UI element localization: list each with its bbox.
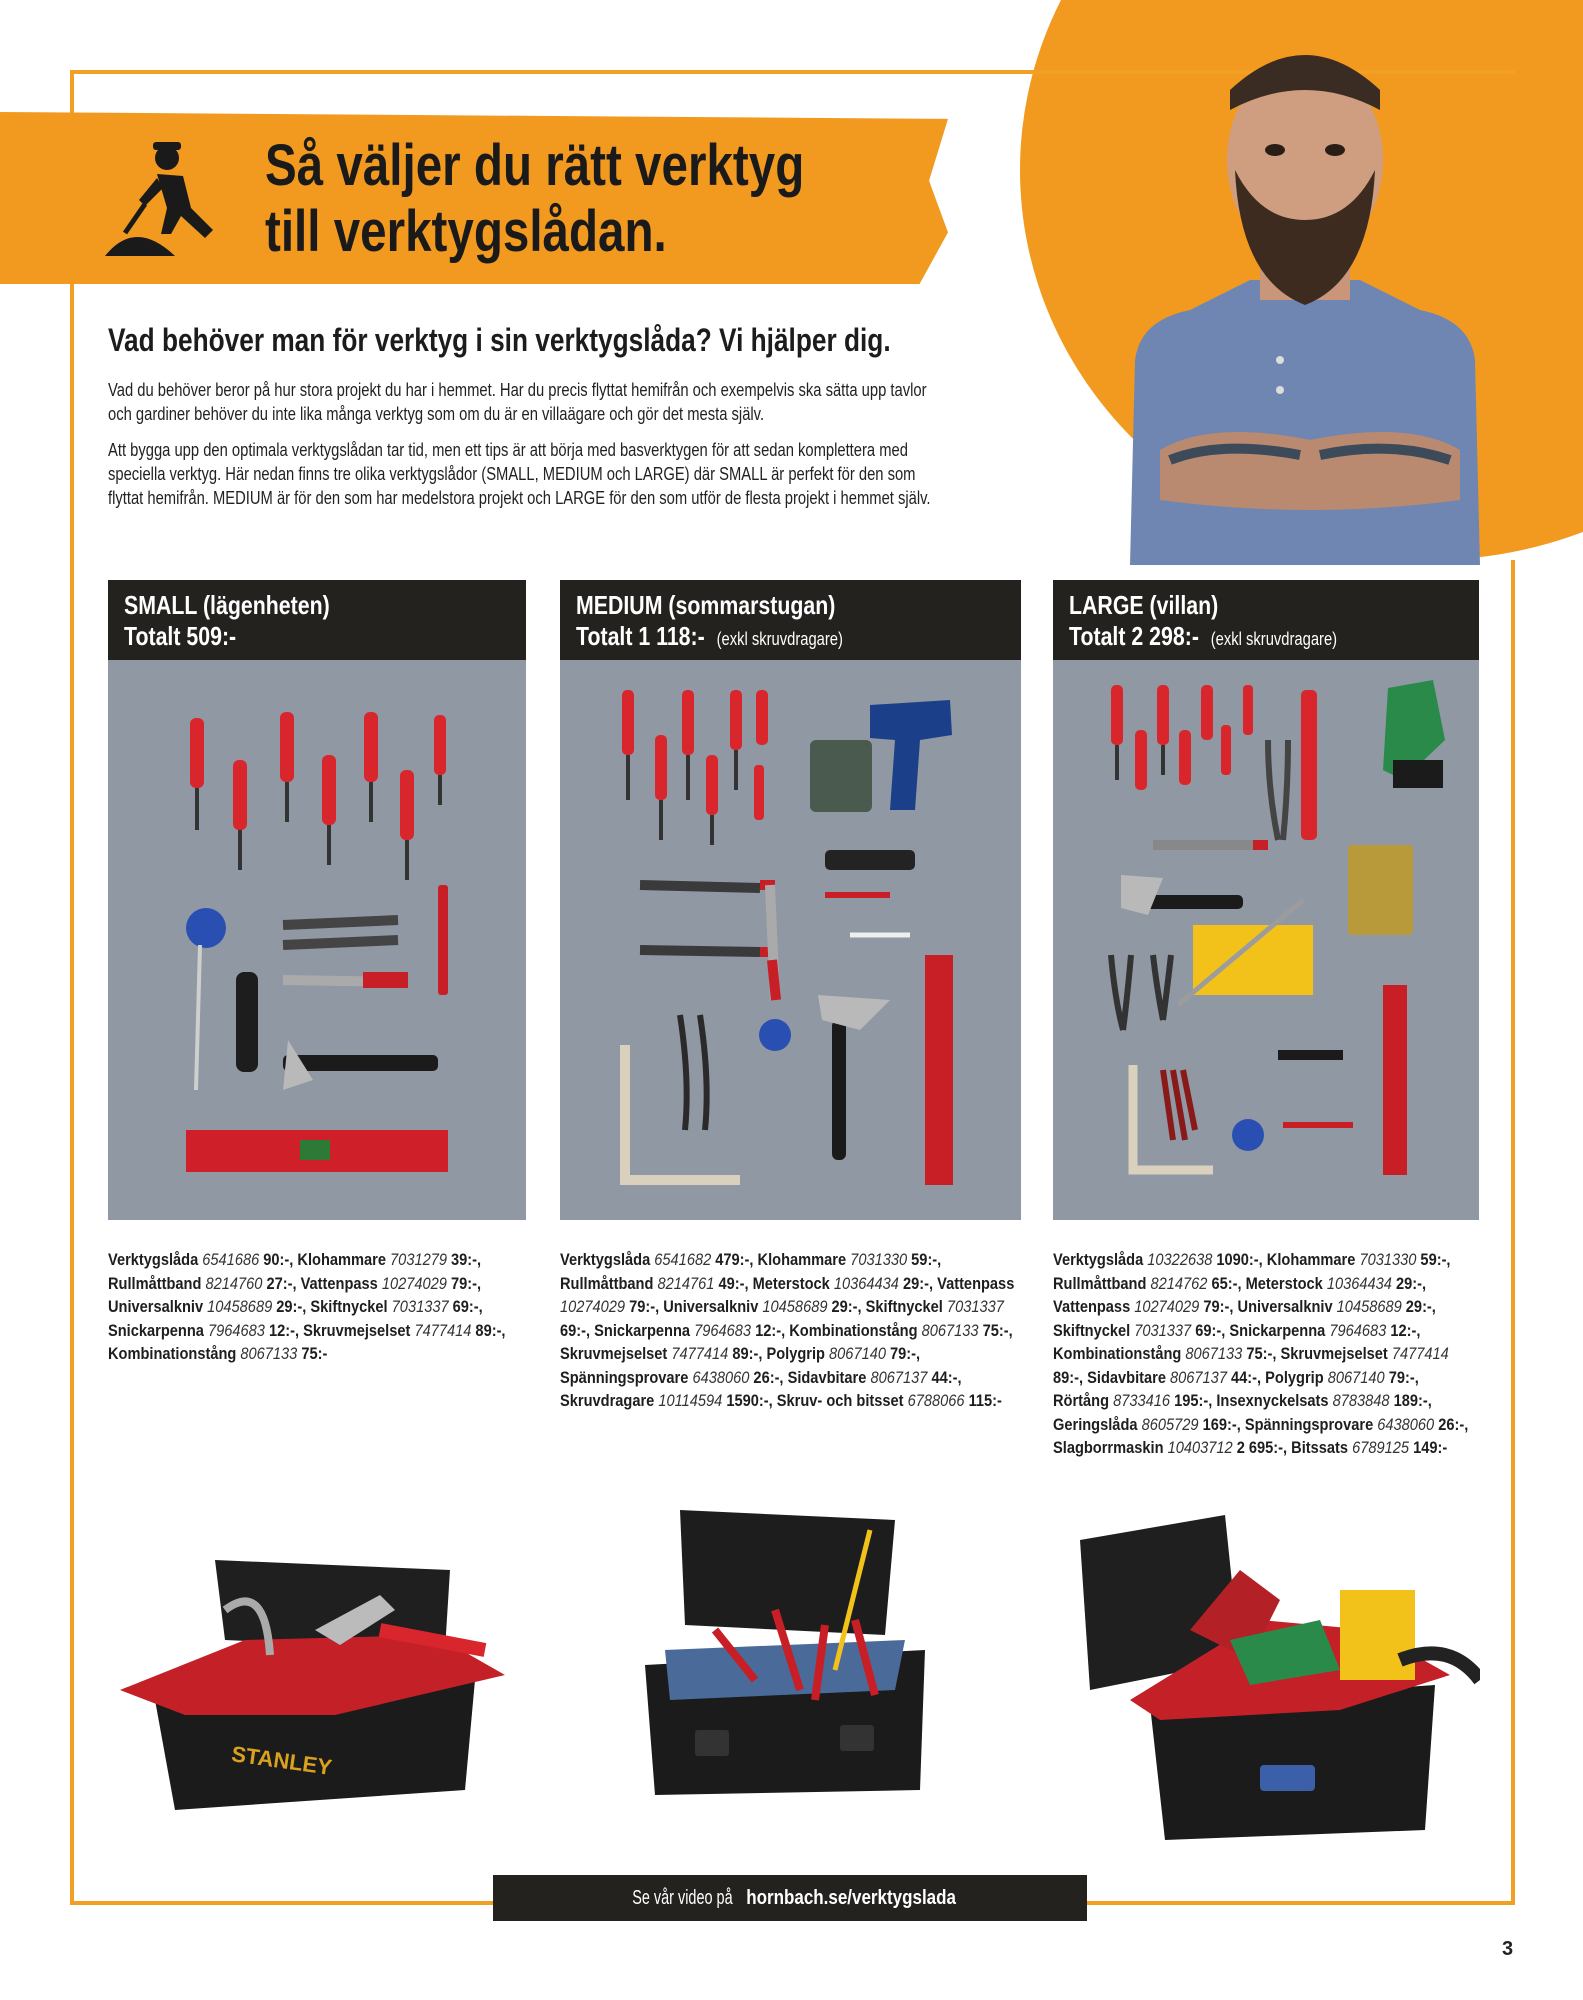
item-article-number: 7477414 xyxy=(414,1320,472,1340)
item-price: 26:- xyxy=(753,1367,780,1387)
list-item xyxy=(777,1391,1002,1410)
construction-worker-icon xyxy=(105,138,235,256)
kit-medium-item-list xyxy=(560,1248,1021,1413)
item-article-number: 10364434 xyxy=(1326,1273,1392,1293)
kit-note: (exkl skruvdragare) xyxy=(716,629,843,649)
list-item: Geringslåda 8605729 169:-, xyxy=(1053,1414,1245,1434)
item-name: Vattenpass xyxy=(300,1273,378,1293)
kit-medium-header xyxy=(560,580,1021,660)
item-price: 44:- xyxy=(1231,1367,1258,1387)
kit-medium xyxy=(560,580,1021,1413)
item-article-number: 8067140 xyxy=(1327,1367,1385,1387)
page-frame-right xyxy=(1511,560,1515,1905)
item-price: 29:- xyxy=(1395,1273,1422,1293)
item-name: Insexnyckelsats xyxy=(1216,1391,1329,1410)
list-item: Universalkniv 10458689 29:-, xyxy=(663,1297,866,1316)
list-item: Polygrip 8067140 79:-, xyxy=(1265,1367,1419,1387)
item-price: 479:- xyxy=(715,1250,750,1269)
item-price: 12:- xyxy=(755,1320,782,1340)
list-item: Verktygslåda 6541682 479:-, xyxy=(560,1250,758,1269)
title-line-2: till verktygslådan. xyxy=(265,199,667,264)
toolbox-brand-logo: STANLEY xyxy=(229,1741,334,1780)
item-article-number: 8067140 xyxy=(829,1344,886,1363)
item-price: 59:- xyxy=(1420,1250,1447,1269)
kit-small xyxy=(108,580,526,1366)
item-price: 2 695:- xyxy=(1236,1438,1284,1457)
item-name: Kombinationstång xyxy=(108,1344,237,1363)
item-price: 12:- xyxy=(1390,1320,1417,1340)
item-name: Skiftnyckel xyxy=(310,1297,388,1316)
kit-large-tools-photo xyxy=(1053,660,1479,1220)
item-article-number: 8214760 xyxy=(205,1273,263,1293)
item-article-number: 8605729 xyxy=(1141,1414,1199,1434)
craftsman-photo xyxy=(1130,20,1480,565)
list-item: Vattenpass 10274029 79:-, xyxy=(300,1273,482,1293)
list-item: Rullmåttband 8214761 49:-, xyxy=(560,1273,753,1293)
item-article-number: 7964683 xyxy=(1329,1320,1387,1340)
item-article-number: 7964683 xyxy=(207,1320,265,1340)
item-name: Snickarpenna xyxy=(1229,1320,1326,1340)
item-price: 90:- xyxy=(263,1250,290,1269)
item-price: 79:- xyxy=(629,1297,656,1316)
kit-small-tools-photo xyxy=(108,660,526,1220)
list-item: Verktygslåda 10322638 1090:-, xyxy=(1053,1250,1267,1269)
item-article-number: 6789125 xyxy=(1352,1438,1410,1457)
item-article-number: 8783848 xyxy=(1332,1391,1390,1410)
item-price: 69:- xyxy=(560,1320,587,1340)
item-price: 115:- xyxy=(968,1391,1002,1410)
kit-large xyxy=(1053,580,1479,1460)
item-price: 69:- xyxy=(452,1297,479,1316)
page-title xyxy=(265,133,804,265)
item-article-number: 10458689 xyxy=(1336,1297,1402,1316)
item-price: 79:- xyxy=(1203,1297,1230,1316)
kit-small-item-list xyxy=(108,1248,529,1366)
list-item: Kombinationstång 8067133 75:-, xyxy=(1053,1344,1281,1363)
item-price: 89:- xyxy=(1053,1367,1080,1387)
item-article-number: 8067133 xyxy=(921,1320,979,1340)
item-article-number: 7031279 xyxy=(390,1250,447,1269)
item-name: Kombinationstång xyxy=(789,1320,918,1340)
item-article-number: 8067137 xyxy=(870,1367,928,1387)
item-price: 1090:- xyxy=(1216,1250,1259,1269)
video-link-bar[interactable] xyxy=(493,1875,1087,1921)
item-price: 49:- xyxy=(718,1273,745,1293)
toolbox-medium-photo xyxy=(625,1500,945,1800)
item-price: 26:- xyxy=(1438,1414,1465,1434)
list-item: Rörtång 8733416 195:-, xyxy=(1053,1391,1217,1410)
list-item: Vattenpass 10274029 79:-, xyxy=(1053,1297,1238,1316)
kit-name: SMALL (lägenheten) xyxy=(124,590,330,620)
item-article-number: 8067133 xyxy=(1185,1344,1243,1363)
item-name: Skruvdragare xyxy=(560,1391,655,1410)
item-name: Skruvmejselset xyxy=(560,1344,668,1363)
item-name: Verktygslåda xyxy=(1053,1250,1144,1269)
item-name: Snickarpenna xyxy=(594,1320,691,1340)
item-name: Geringslåda xyxy=(1053,1414,1138,1434)
list-item: Snickarpenna 7964683 12:-, xyxy=(108,1320,304,1340)
list-item: Insexnyckelsats 8783848 189:-, xyxy=(1216,1391,1432,1410)
kit-name: MEDIUM (sommarstugan) xyxy=(576,590,836,620)
item-article-number: 10274029 xyxy=(560,1297,626,1316)
item-price: 169:- xyxy=(1202,1414,1237,1434)
list-item: Skruvmejselset 7477414 89:-, xyxy=(303,1320,506,1340)
item-name: Sidavbitare xyxy=(1087,1367,1166,1387)
item-article-number: 10364434 xyxy=(833,1273,899,1293)
item-name: Klohammare xyxy=(757,1250,847,1269)
item-article-number: 6438060 xyxy=(692,1367,750,1387)
item-price: 69:- xyxy=(1195,1320,1222,1340)
list-item: Snickarpenna 7964683 12:-, xyxy=(594,1320,790,1340)
kit-note: (exkl skruvdragare) xyxy=(1210,629,1338,649)
item-price: 75:- xyxy=(301,1344,328,1363)
item-name: Skiftnyckel xyxy=(1053,1320,1131,1340)
item-article-number: 7477414 xyxy=(671,1344,729,1363)
list-item: Sidavbitare 8067137 44:-, xyxy=(1087,1367,1266,1387)
list-item: Skruvmejselset 7477414 89:-, xyxy=(1053,1344,1449,1387)
item-name: Skruv- och bitsset xyxy=(776,1391,904,1410)
item-name: Spänningsprovare xyxy=(1244,1414,1374,1434)
item-article-number: 10274029 xyxy=(1134,1297,1200,1316)
list-item: Kombinationstång 8067133 75:-, xyxy=(789,1320,1013,1340)
list-item: Skruvdragare 10114594 1590:-, xyxy=(560,1391,777,1410)
item-name: Bitssats xyxy=(1291,1438,1349,1457)
list-item: Skiftnyckel 7031337 69:-, xyxy=(1053,1320,1230,1340)
list-item: Vattenpass 10274029 79:-, xyxy=(560,1273,1015,1316)
item-article-number: 8214762 xyxy=(1150,1273,1208,1293)
list-item: Skiftnyckel 7031337 69:-, xyxy=(560,1297,1004,1340)
item-name: Universalkniv xyxy=(108,1297,204,1316)
item-price: 89:- xyxy=(475,1320,502,1340)
item-price: 29:- xyxy=(276,1297,303,1316)
item-article-number: 6541682 xyxy=(654,1250,712,1269)
item-name: Skruvmejselset xyxy=(303,1320,411,1340)
item-price: 149:- xyxy=(1413,1438,1448,1457)
item-price: 29:- xyxy=(902,1273,929,1293)
item-price: 195:- xyxy=(1174,1391,1209,1410)
item-article-number: 8733416 xyxy=(1113,1391,1171,1410)
list-item: Meterstock 10364434 29:-, xyxy=(752,1273,938,1293)
item-article-number: 6541686 xyxy=(202,1250,260,1269)
list-item: Spänningsprovare 6438060 26:-, xyxy=(560,1367,788,1387)
item-name: Polygrip xyxy=(766,1344,825,1363)
toolbox-small-photo xyxy=(105,1540,525,1820)
item-article-number: 6788066 xyxy=(907,1391,965,1410)
item-article-number: 7031337 xyxy=(1134,1320,1192,1340)
kit-medium-tools-photo xyxy=(560,660,1021,1220)
item-name: Meterstock xyxy=(1245,1273,1323,1293)
item-name: Rullmåttband xyxy=(1053,1273,1147,1293)
page-number: 3 xyxy=(1502,1938,1514,1960)
kit-name: LARGE (villan) xyxy=(1069,590,1219,620)
item-article-number: 8067137 xyxy=(1170,1367,1227,1387)
item-article-number: 10458689 xyxy=(762,1297,828,1316)
item-article-number: 8214761 xyxy=(657,1273,715,1293)
item-name: Kombinationstång xyxy=(1053,1344,1182,1363)
item-name: Sidavbitare xyxy=(787,1367,867,1387)
item-article-number: 10114594 xyxy=(658,1391,723,1410)
list-item: Snickarpenna 7964683 12:-, xyxy=(1229,1320,1421,1340)
item-article-number: 7031330 xyxy=(1359,1250,1417,1269)
item-price: 12:- xyxy=(268,1320,295,1340)
intro-paragraph-1: Vad du behöver beror på hur stora projekt du har i hemmet. Har du precis flyttat hemifrån och exempelvis ska sätta upp tavlor och gardiner behöver du inte lika många verktyg som om du är en villaägare och gör det mesta själv. xyxy=(108,380,927,424)
item-name: Vattenpass xyxy=(1053,1297,1131,1316)
item-article-number: 10458689 xyxy=(207,1297,273,1316)
item-article-number: 7031337 xyxy=(946,1297,1004,1316)
kit-large-header xyxy=(1053,580,1479,660)
kit-total: Totalt 1 118:- xyxy=(576,621,705,651)
list-item: Verktygslåda 6541686 90:-, xyxy=(108,1250,298,1269)
item-name: Meterstock xyxy=(752,1273,830,1293)
kit-total: Totalt 509:- xyxy=(124,621,237,651)
item-name: Spänningsprovare xyxy=(560,1367,689,1387)
item-price: 189:- xyxy=(1393,1391,1428,1410)
list-item: Klohammare 7031330 59:-, xyxy=(757,1250,942,1269)
item-price: 27:- xyxy=(266,1273,293,1293)
item-name: Skruvmejselset xyxy=(1280,1344,1388,1363)
list-item: Skiftnyckel 7031337 69:-, xyxy=(310,1297,483,1316)
item-name: Polygrip xyxy=(1265,1367,1324,1387)
item-name: Rullmåttband xyxy=(108,1273,202,1293)
item-name: Vattenpass xyxy=(937,1273,1015,1293)
item-name: Skiftnyckel xyxy=(865,1297,943,1316)
item-price: 75:- xyxy=(982,1320,1009,1340)
item-name: Slagborrmaskin xyxy=(1053,1438,1164,1457)
item-price: 29:- xyxy=(831,1297,858,1316)
list-item: Sidavbitare 8067137 44:-, xyxy=(787,1367,962,1387)
video-url-link[interactable]: hornbach.se/verktygslada xyxy=(746,1887,957,1909)
item-article-number: 10274029 xyxy=(381,1273,447,1293)
item-price: 59:- xyxy=(911,1250,938,1269)
item-name: Verktygslåda xyxy=(108,1250,199,1269)
item-name: Rörtång xyxy=(1053,1391,1110,1410)
list-item xyxy=(1291,1438,1447,1457)
list-item: Skruvmejselset 7477414 89:-, xyxy=(560,1344,767,1363)
list-item: Universalkniv 10458689 29:-, xyxy=(108,1297,311,1316)
item-article-number: 10403712 xyxy=(1167,1438,1233,1457)
video-prefix: Se vår video på xyxy=(632,1887,733,1909)
item-name: Klohammare xyxy=(1266,1250,1356,1269)
item-article-number: 8067133 xyxy=(240,1344,298,1363)
list-item: Slagborrmaskin 10403712 2 695:-, xyxy=(1053,1438,1292,1457)
item-name: Snickarpenna xyxy=(108,1320,204,1340)
item-price: 89:- xyxy=(732,1344,759,1363)
item-article-number: 7031330 xyxy=(850,1250,908,1269)
item-name: Universalkniv xyxy=(663,1297,759,1316)
kit-large-item-list xyxy=(1053,1248,1474,1460)
item-article-number: 10322638 xyxy=(1147,1250,1213,1269)
item-article-number: 7031337 xyxy=(391,1297,449,1316)
item-name: Rullmåttband xyxy=(560,1273,654,1293)
title-line-1: Så väljer du rätt verktyg xyxy=(265,133,805,198)
list-item: Rullmåttband 8214762 65:-, xyxy=(1053,1273,1246,1293)
intro-paragraph-2: Att bygga upp den optimala verktygslådan tar tid, men ett tips är att börja med basverktygen för att sedan komplettera med speciella verktyg. Här nedan finns tre olika verktygslådor (SMALL, MEDIUM och LARGE) där SMALL är perfekt för den som flyttat hemifrån. MEDIUM är för den som har medelstora projekt och LARGE för den som utför de flesta projekt i hemmet själv. xyxy=(108,440,931,508)
list-item: Meterstock 10364434 29:-, xyxy=(1245,1273,1427,1293)
item-price: 29:- xyxy=(1405,1297,1432,1316)
item-price: 39:- xyxy=(451,1250,478,1269)
kit-total: Totalt 2 298:- xyxy=(1069,621,1199,651)
item-name: Klohammare xyxy=(297,1250,386,1269)
item-article-number: 7964683 xyxy=(694,1320,752,1340)
item-price: 79:- xyxy=(890,1344,917,1363)
list-item: Klohammare 7031330 59:-, xyxy=(1266,1250,1451,1269)
item-name: Verktygslåda xyxy=(560,1250,651,1269)
toolbox-large-photo xyxy=(1040,1510,1480,1840)
list-item: Klohammare 7031279 39:-, xyxy=(297,1250,482,1269)
item-article-number: 7477414 xyxy=(1391,1344,1449,1363)
list-item: Rullmåttband 8214760 27:-, xyxy=(108,1273,301,1293)
item-name: Universalkniv xyxy=(1237,1297,1333,1316)
item-price: 79:- xyxy=(1388,1367,1415,1387)
intro-text xyxy=(108,378,953,522)
list-item xyxy=(108,1344,327,1363)
item-price: 44:- xyxy=(931,1367,958,1387)
item-price: 65:- xyxy=(1211,1273,1238,1293)
item-price: 75:- xyxy=(1246,1344,1273,1363)
item-article-number: 6438060 xyxy=(1377,1414,1435,1434)
list-item: Polygrip 8067140 79:-, xyxy=(766,1344,921,1363)
kit-small-header xyxy=(108,580,526,660)
subheading: Vad behöver man för verktyg i sin verktygslåda? Vi hjälper dig. xyxy=(108,322,891,358)
list-item: Spänningsprovare 6438060 26:-, xyxy=(1244,1414,1469,1434)
item-price: 1590:- xyxy=(726,1391,769,1410)
list-item: Universalkniv 10458689 29:-, xyxy=(1237,1297,1436,1316)
item-price: 79:- xyxy=(450,1273,477,1293)
